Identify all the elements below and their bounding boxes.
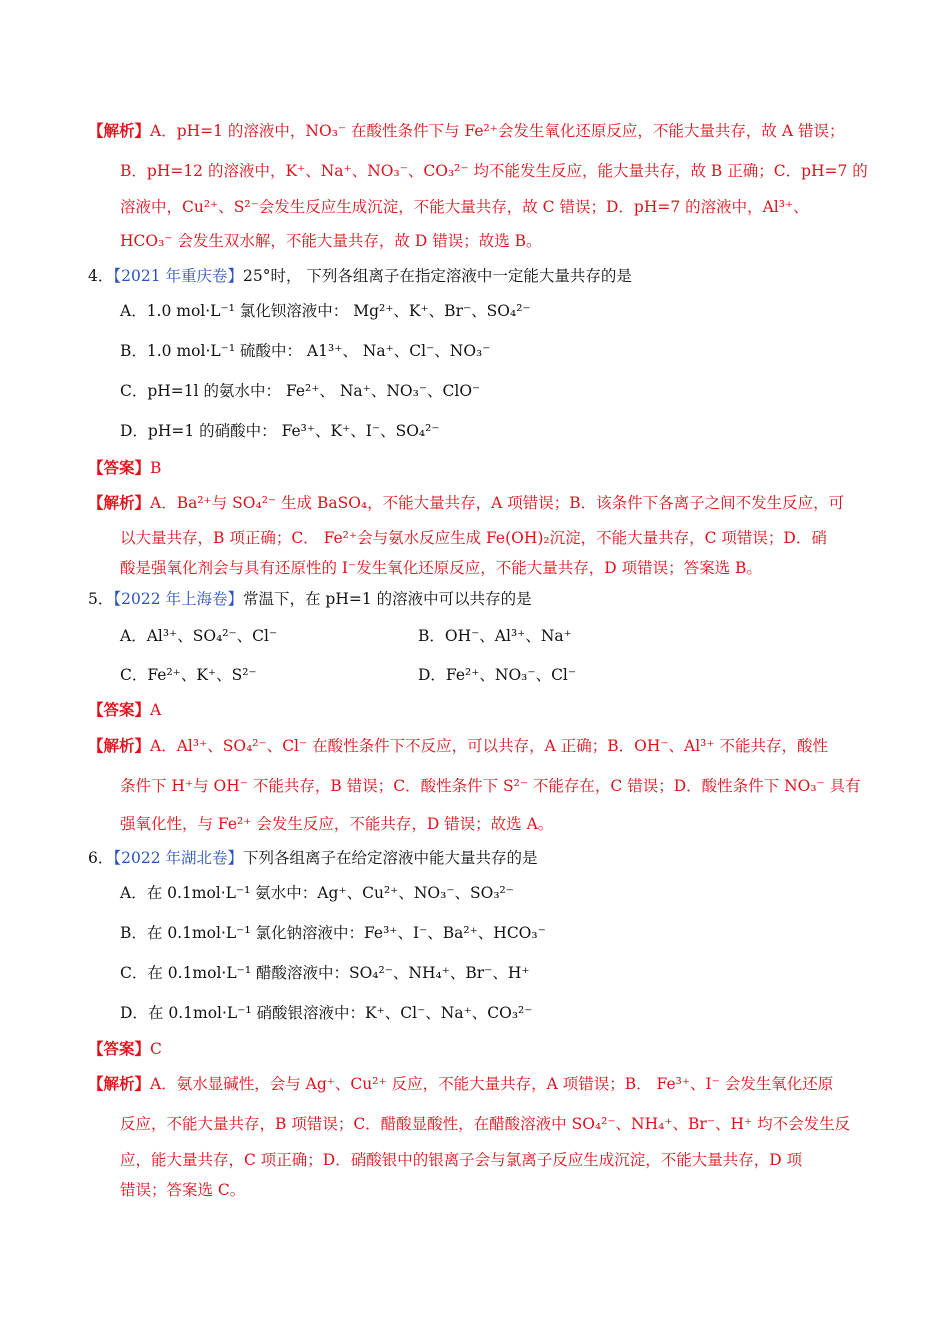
q6-analysis-line-1 <box>88 1073 833 1095</box>
q5-answer <box>88 699 161 721</box>
question-source: 【2022 年上海卷】 <box>113 590 243 608</box>
q4-analysis-line-1 <box>88 492 844 514</box>
q6-analysis-line-4: 错误；答案选 C。 <box>120 1181 246 1199</box>
label-body: C <box>150 1040 162 1058</box>
question-6-stem <box>88 847 538 869</box>
q6-analysis-line-3: 应，能大量共存，C 项正确；D．硝酸银中的银离子会与氯离子反应生成沉淀，不能大量共存，D 项 <box>120 1151 803 1169</box>
label-tag: 【答案】 <box>88 458 151 477</box>
question-5-stem <box>88 588 532 610</box>
question-text: 下列各组离子在给定溶液中能大量共存的是 <box>243 849 538 867</box>
question-4-stem <box>88 265 632 287</box>
q5-option-b: B．OH⁻、Al³⁺、Na⁺ <box>418 627 572 645</box>
label-body: A <box>150 701 162 719</box>
q4-option-a: A．1.0 mol·L⁻¹ 氯化钡溶液中： Mg²⁺、K⁺、Br⁻、SO₄²⁻ <box>120 302 531 320</box>
q3-analysis-line-3: 溶液中，Cu²⁺、S²⁻会发生反应生成沉淀，不能大量共存，故 C 错误；D．pH=7 的溶液中，Al³⁺、 <box>120 198 809 216</box>
q6-analysis-line-2: 反应，不能大量共存，B 项错误；C．醋酸显酸性，在醋酸溶液中 SO₄²⁻、NH₄⁺、Br⁻、H⁺ 均不会发生反 <box>120 1115 851 1133</box>
q3-analysis-line-4: HCO₃⁻ 会发生双水解，不能大量共存，故 D 错误；故选 B。 <box>120 232 542 250</box>
label-body: B <box>150 459 162 477</box>
q4-option-c: C．pH=1l 的氨水中： Fe²⁺、 Na⁺、NO₃⁻、ClO⁻ <box>120 382 481 400</box>
question-number: 5． <box>88 590 114 608</box>
label-body: A．pH=1 的溶液中，NO₃⁻ 在酸性条件下与 Fe²⁺会发生氧化还原反应，不能大量共存，故 A 错误； <box>150 122 845 140</box>
q6-option-d: D．在 0.1mol·L⁻¹ 硝酸银溶液中：K⁺、Cl⁻、Na⁺、CO₃²⁻ <box>120 1004 533 1022</box>
q6-answer <box>88 1038 162 1060</box>
q5-analysis-line-2: 条件下 H⁺与 OH⁻ 不能共存，B 错误；C．酸性条件下 S²⁻ 不能存在，C 错误；D．酸性条件下 NO₃⁻ 具有 <box>120 777 861 795</box>
question-number: 4． <box>88 267 114 285</box>
label-tag: 【解析】 <box>88 736 151 755</box>
question-number: 6． <box>88 849 114 867</box>
label-tag: 【答案】 <box>88 1039 151 1058</box>
q6-option-c: C．在 0.1mol·L⁻¹ 醋酸溶液中：SO₄²⁻、NH₄⁺、Br⁻、H⁺ <box>120 964 530 982</box>
q5-option-d: D．Fe²⁺、NO₃⁻、Cl⁻ <box>418 666 577 684</box>
q4-answer <box>88 457 161 479</box>
label-body: A．Ba²⁺与 SO₄²⁻ 生成 BaSO₄，不能大量共存，A 项错误；B．该条件下各离子之间不发生反应，可 <box>150 494 845 512</box>
question-text: 25°时， 下列各组离子在指定溶液中一定能大量共存的是 <box>243 267 632 285</box>
q5-option-a: A．Al³⁺、SO₄²⁻、Cl⁻ <box>120 627 278 645</box>
q6-option-a: A．在 0.1mol·L⁻¹ 氨水中：Ag⁺、Cu²⁺、NO₃⁻、SO₃²⁻ <box>120 884 514 902</box>
label-body: A．氨水显碱性，会与 Ag⁺、Cu²⁺ 反应，不能大量共存，A 项错误；B． Fe³⁺、I⁻ 会发生氧化还原 <box>150 1075 834 1093</box>
label-tag: 【答案】 <box>88 700 151 719</box>
q4-analysis-line-2: 以大量共存，B 项正确；C． Fe²⁺会与氨水反应生成 Fe(OH)₂沉淀，不能大量共存，C 项错误；D．硝 <box>120 529 827 547</box>
q5-analysis-line-1 <box>88 735 828 757</box>
label-tag: 【解析】 <box>88 1074 151 1093</box>
label-tag: 【解析】 <box>88 121 151 140</box>
q4-analysis-line-3: 酸是强氧化剂会与具有还原性的 I⁻发生氧化还原反应，不能大量共存，D 项错误；答案选 B。 <box>120 559 762 577</box>
q3-analysis-line-1 <box>88 120 844 142</box>
question-source: 【2022 年湖北卷】 <box>113 849 243 867</box>
label-body: A．Al³⁺、SO₄²⁻、Cl⁻ 在酸性条件下不反应，可以共存，A 正确；B．OH⁻、Al³⁺ 不能共存，酸性 <box>150 737 829 755</box>
q4-option-b: B．1.0 mol·L⁻¹ 硫酸中： A1³⁺、 Na⁺、Cl⁻、NO₃⁻ <box>120 342 491 360</box>
question-source: 【2021 年重庆卷】 <box>113 267 243 285</box>
label-tag: 【解析】 <box>88 493 151 512</box>
q5-option-c: C．Fe²⁺、K⁺、S²⁻ <box>120 666 257 684</box>
q6-option-b: B．在 0.1mol·L⁻¹ 氯化钠溶液中：Fe³⁺、I⁻、Ba²⁺、HCO₃⁻ <box>120 924 546 942</box>
q5-analysis-line-3: 强氧化性，与 Fe²⁺ 会发生反应，不能共存，D 错误；故选 A。 <box>120 815 554 833</box>
q4-option-d: D．pH=1 的硝酸中： Fe³⁺、K⁺、I⁻、SO₄²⁻ <box>120 422 440 440</box>
question-text: 常温下，在 pH=1 的溶液中可以共存的是 <box>243 590 532 608</box>
q3-analysis-line-2: B．pH=12 的溶液中，K⁺、Na⁺、NO₃⁻、CO₃²⁻ 均不能发生反应，能大量共存，故 B 正确；C．pH=7 的 <box>120 162 868 180</box>
